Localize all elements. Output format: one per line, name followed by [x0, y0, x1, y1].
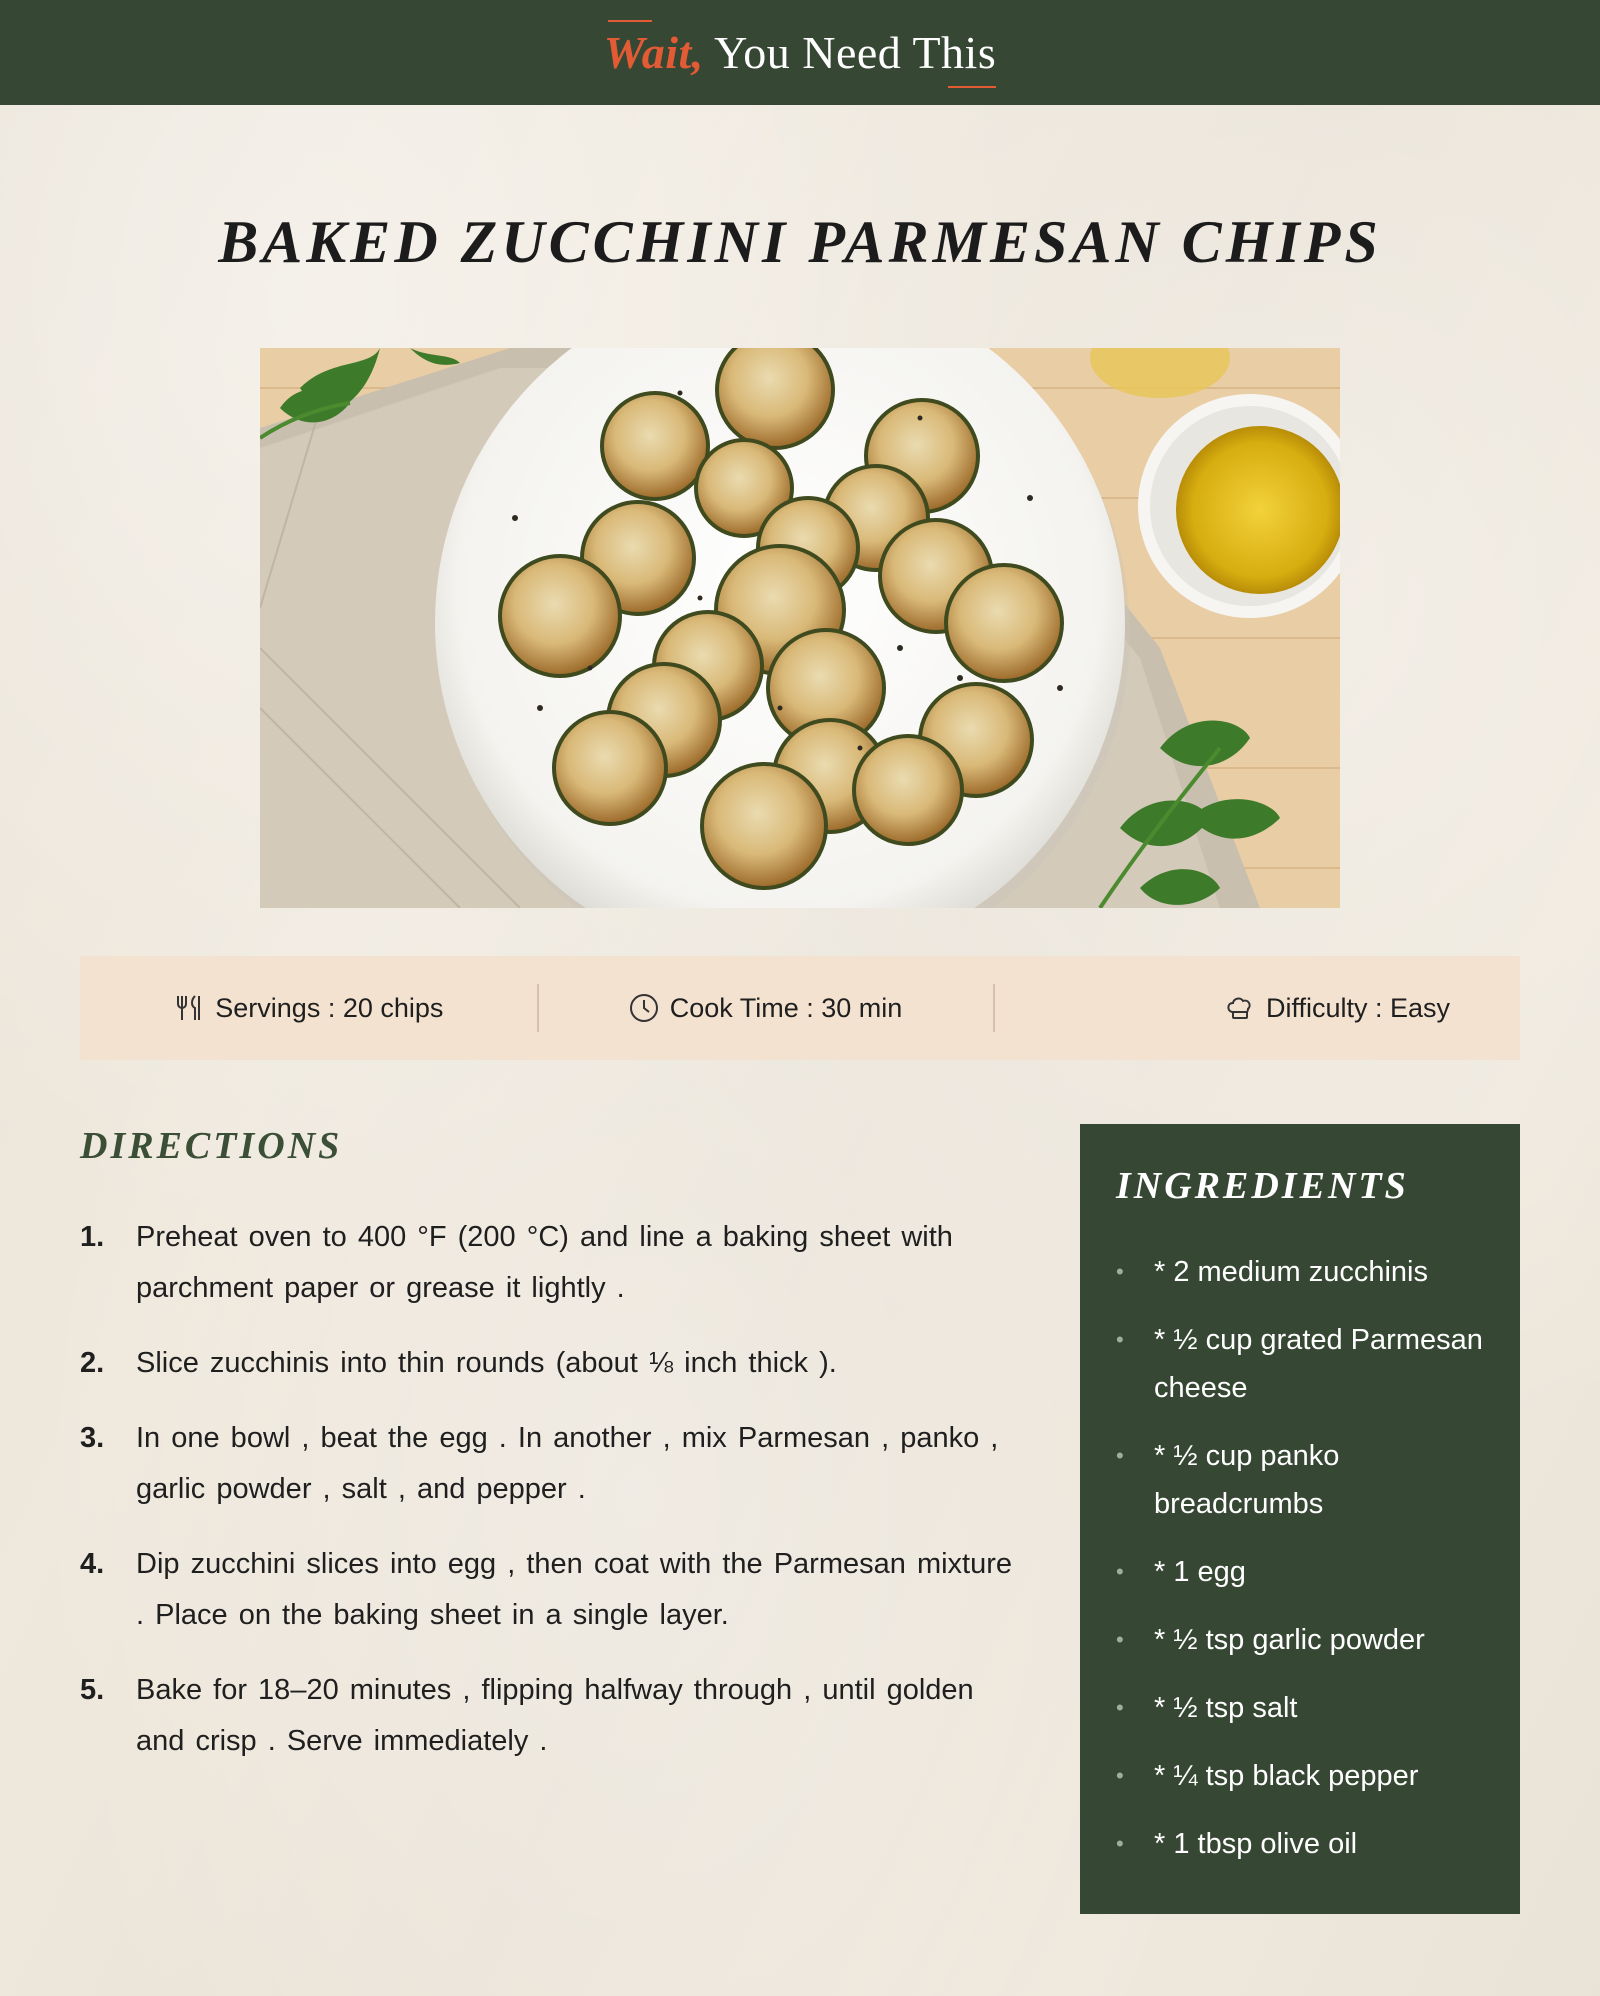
step-number: 5.: [80, 1674, 105, 1706]
ingredients-heading: INGREDIENTS: [1116, 1165, 1409, 1207]
step-number: 4.: [80, 1548, 105, 1580]
ingredient-item: [1116, 1616, 1496, 1664]
ingredient-text: * ½ tsp garlic powder: [1154, 1624, 1425, 1656]
bullet-icon: •: [1116, 1559, 1124, 1584]
bullet-icon: •: [1116, 1327, 1124, 1352]
step-text: In one bowl , beat the egg . In another , mix Parmesan , panko , garlic powder , salt , and pepper .: [136, 1422, 999, 1505]
ingredient-text: * ½ tsp salt: [1154, 1692, 1298, 1724]
zucchini-chips-photo: [260, 348, 1340, 908]
bullet-icon: •: [1116, 1831, 1124, 1856]
ingredient-item: [1116, 1752, 1496, 1800]
difficulty-text: Difficulty : Easy: [1265, 992, 1451, 1023]
step-text: Slice zucchinis into thin rounds (about ⅛ inch thick ).: [136, 1347, 837, 1379]
brand-overline: [608, 20, 652, 22]
ingredient-item: [1116, 1432, 1496, 1528]
brand-text: You Need This: [703, 26, 997, 78]
step-number: 1.: [80, 1221, 105, 1253]
direction-step: [80, 1338, 1020, 1389]
directions-list: [80, 1212, 1020, 1791]
step-number: 3.: [80, 1422, 105, 1454]
brand-underline: [948, 86, 996, 88]
step-text: Preheat oven to 400 °F (200 °C) and line a baking sheet with parchment paper or grease it lightly .: [136, 1221, 953, 1304]
directions-heading: DIRECTIONS: [80, 1125, 343, 1167]
recipe-hero-image: [260, 348, 1340, 908]
clock-icon: [628, 992, 660, 1024]
ingredient-text: * 1 tbsp olive oil: [1154, 1828, 1358, 1860]
difficulty-info: [993, 956, 1520, 1060]
servings-text: Servings : 20 chips: [215, 992, 444, 1023]
ingredient-text: * 1 egg: [1154, 1556, 1246, 1588]
recipe-info-bar: [80, 956, 1520, 1060]
step-number: 2.: [80, 1347, 105, 1379]
direction-step: [80, 1212, 1020, 1314]
ingredient-item: [1116, 1248, 1496, 1296]
ingredient-text: * 2 medium zucchinis: [1154, 1256, 1428, 1288]
bullet-icon: •: [1116, 1443, 1124, 1468]
ingredient-item: [1116, 1684, 1496, 1732]
direction-step: [80, 1413, 1020, 1515]
fork-knife-icon: [173, 992, 205, 1024]
cook-time-info: [537, 956, 994, 1060]
brand-logo[interactable]: [603, 26, 997, 78]
ingredients-panel: [1080, 1124, 1520, 1914]
bullet-icon: •: [1116, 1763, 1124, 1788]
site-header: [0, 0, 1600, 105]
recipe-title: BAKED ZUCCHINI PARMESAN CHIPS: [218, 209, 1382, 275]
direction-step: [80, 1665, 1020, 1767]
chef-hat-icon: [1224, 992, 1256, 1024]
ingredient-item: [1116, 1316, 1496, 1412]
cook-time-text: Cook Time : 30 min: [669, 992, 903, 1023]
step-text: Bake for 18–20 minutes , flipping halfway through , until golden and crisp . Serve immediately .: [136, 1674, 974, 1757]
ingredient-text: * ½ cup panko breadcrumbs: [1154, 1440, 1340, 1520]
direction-step: [80, 1539, 1020, 1641]
ingredient-text: * ½ cup grated Parmesan cheese: [1154, 1324, 1483, 1404]
brand-accent-text: Wait,: [603, 26, 704, 78]
servings-info: [80, 956, 537, 1060]
ingredient-text: * ¼ tsp black pepper: [1154, 1760, 1419, 1792]
bullet-icon: •: [1116, 1259, 1124, 1284]
ingredient-item: [1116, 1820, 1496, 1868]
ingredients-list: [1116, 1248, 1496, 1888]
step-text: Dip zucchini slices into egg , then coat with the Parmesan mixture . Place on the baking sheet in a single layer.: [136, 1548, 1013, 1631]
bullet-icon: •: [1116, 1627, 1124, 1652]
ingredient-item: [1116, 1548, 1496, 1596]
bullet-icon: •: [1116, 1695, 1124, 1720]
